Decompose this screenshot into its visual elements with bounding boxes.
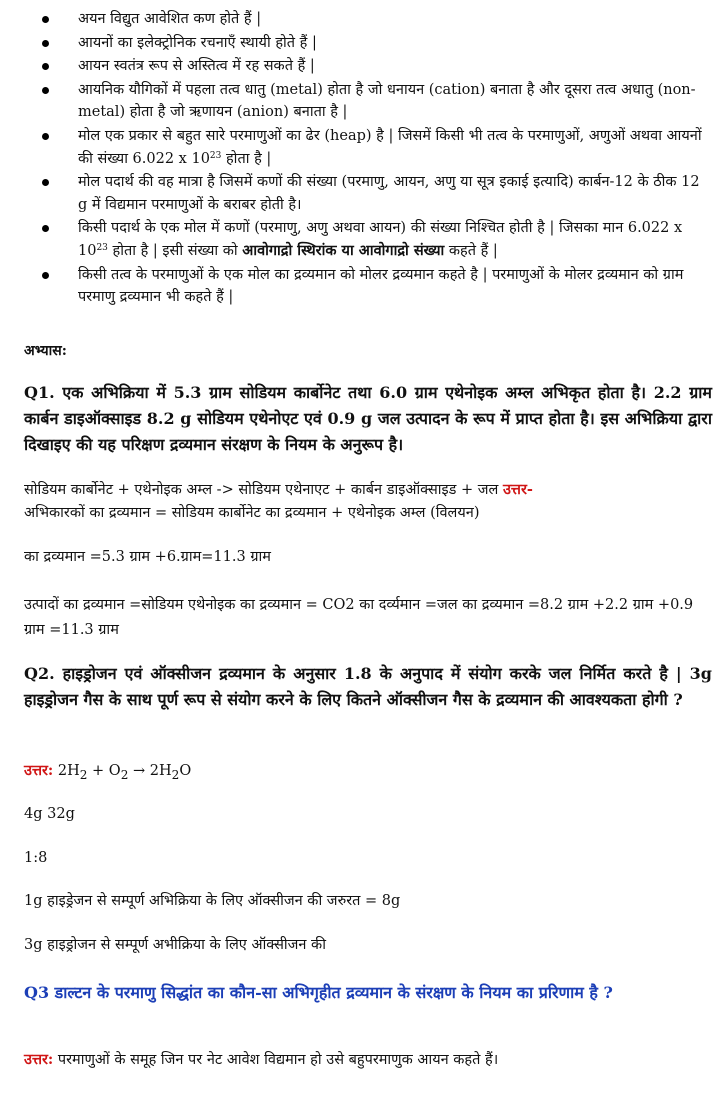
bullet-dot-icon bbox=[42, 133, 49, 140]
answer-label: उत्तर- bbox=[502, 481, 533, 498]
bullet-item: आयनिक यौगिकों में पहला तत्व धातु (metal) होता है जो धनायन (cation) बनाता है और दूसरा तत्व अधातु (non-metal) होता है जो ऋणायन (anion) बनाता है | bbox=[34, 79, 704, 124]
bullet-dot-icon bbox=[42, 40, 49, 47]
bullet-item: आयनों का इलेक्ट्रोनिक रचनाएँ स्थायी होते हैं | bbox=[34, 32, 704, 55]
q2-line-1g: 1g हाइड्रेजन से सम्पूर्ण अभिक्रिया के लिए ऑक्सीजन की जरुरत = 8g bbox=[24, 893, 401, 909]
q1-question: Q1. एक अभिक्रिया में 5.3 ग्राम सोडियम कार्बोनेट तथा 6.0 ग्राम एथेनोइक अम्ल अभिकृत होता है। 2.2 ग्राम कार्बन डाइऑक्साइड 8.2 g सोडियम एथेनोएट एवं 0.9 g जल उत्पादन के रूप में प्राप्त होता है। इस अभिक्रिया द्वारा दिखाइए की यह परिक्षण द्रव्यमान संरक्षण के नियम के अनुरूप है। bbox=[24, 383, 712, 454]
bullet-item: मोल एक प्रकार से बहुत सारे परमाणुओं का ढेर (heap) है | जिसमें किसी भी तत्व के परमाणुओं, अणुओं अथवा आयनों की संख्या 6.022 x $10^{23}$ होता है | bbox=[34, 125, 704, 170]
q1-answer-line2: अभिकारकों का द्रव्यमान = सोडियम कार्बोनेट का द्रव्यमान + एथेनोइक अम्ल (विलयन) bbox=[24, 505, 480, 521]
q2-line-3g: 3g हाइड्रोजन से सम्पूर्ण अभीक्रिया के लिए ऑक्सीजन की bbox=[24, 937, 326, 953]
bullet-list bbox=[34, 8, 704, 310]
bullet-dot-icon bbox=[42, 63, 49, 70]
bullet-dot-icon bbox=[42, 179, 49, 186]
answer-label: उत्तर: bbox=[24, 1051, 54, 1068]
q1-answer-line1: सोडियम कार्बोनेट + एथेनोइक अम्ल -> सोडियम एथेनाएट + कार्बन डाइऑक्साइड + जल उत्तर- bbox=[24, 481, 533, 498]
q3-question: Q3 डाल्टन के परमाणु सिद्धांत का कौन-सा अभिगृहीत द्रव्यमान के संरक्षण के नियम का प्ररिणाम है ? bbox=[24, 983, 613, 1002]
q1-answer-line3: का द्रव्यमान =5.3 ग्राम +6.ग्राम=11.3 ग्राम bbox=[24, 549, 271, 565]
bullet-item: अयन विद्युत आवेशित कण होते हैं | bbox=[34, 8, 704, 31]
avogadro-term: आवोगाद्रो स्थिरांक या आवोगाद्रो संख्या bbox=[242, 241, 445, 259]
bullet-item: आयन स्वतंत्र रूप से अस्तित्व में रह सकते हैं | bbox=[34, 55, 704, 78]
section-heading: अभ्यास: bbox=[24, 343, 67, 359]
bullet-item: किसी पदार्थ के एक मोल में कणों (परमाणु, अणु अथवा आयन) की संख्या निश्चित होती है | जिसका मान 6.022 x $10^{23}$ होता है | इसी संख्या को आवोगाद्रो स्थिरांक या आवोगाद्रो संख्या कहते हैं | bbox=[34, 217, 704, 262]
bullet-item: किसी तत्व के परमाणुओं के एक मोल का द्रव्यमान को मोलर द्रव्यमान कहते है | परमाणुओं के मोलर द्रव्यमान को ग्राम परमाणु द्रव्यमान भी कहते हैं | bbox=[34, 264, 704, 309]
q3-answer: उत्तर: परमाणुओं के समूह जिन पर नेट आवेश विद्यमान हो उसे बहुपरमाणुक आयन कहते हैं। bbox=[24, 1051, 499, 1068]
q1-answer-line4: उत्पादों का द्रव्यमान =सोडियम एथेनोइक का द्रव्यमान = CO2 का दर्व्यमान =जल का द्रव्यमान =8.2 ग्राम +2.2 ग्राम +0.9 ग्राम =11.3 ग्राम bbox=[24, 597, 694, 638]
bullet-dot-icon bbox=[42, 16, 49, 23]
answer-label: उत्तर: bbox=[24, 762, 54, 779]
q2-masses: 4g 32g bbox=[24, 806, 75, 822]
bullet-dot-icon bbox=[42, 225, 49, 232]
bullet-item: मोल पदार्थ की वह मात्रा है जिसमें कणों की संख्या (परमाणु, आयन, अणु या सूत्र इकाई इत्यादि) कार्बन-12 के ठीक 12 g में विद्यमान परमाणुओं के बराबर होती है। bbox=[34, 171, 704, 216]
bullet-dot-icon bbox=[42, 87, 49, 94]
bullet-dot-icon bbox=[42, 272, 49, 279]
q2-answer-equation: उत्तर: $2H_2 + O_2 \to 2H_2O$ bbox=[24, 762, 192, 782]
q2-ratio: 1:8 bbox=[24, 850, 48, 866]
q2-question: Q2. हाइड्रोजन एवं ऑक्सीजन द्रव्यमान के अनुसार 1.8 के अनुपाद में संयोग करके जल निर्मित करते है | 3g हाइड्रोजन गैस के साथ पूर्ण रूप से संयोग करने के लिए कितने ऑक्सीजन गैस के द्रव्यमान की आवश्यकता होगी ? bbox=[24, 664, 712, 709]
